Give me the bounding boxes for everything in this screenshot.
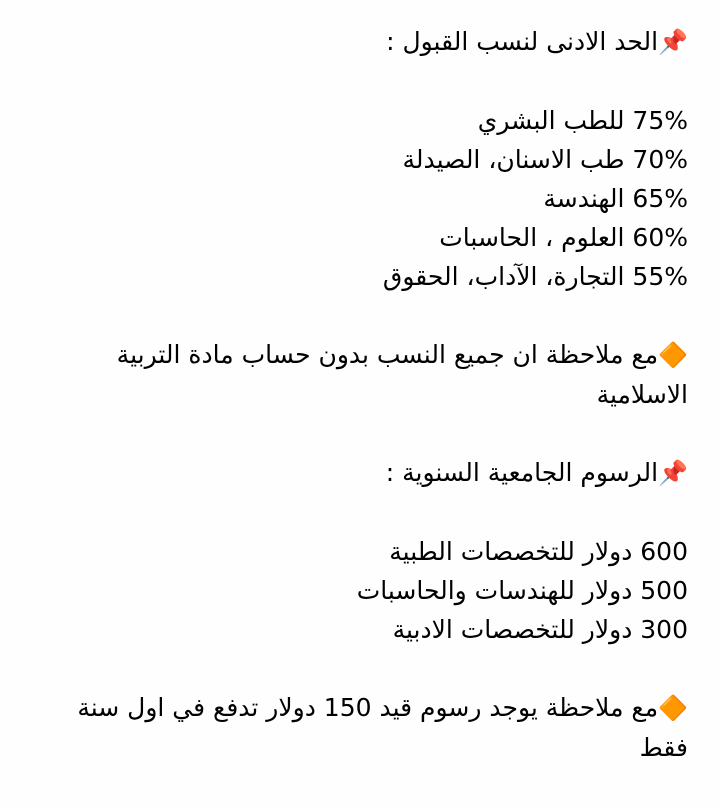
admission-item: 60% العلوم ، الحاسبات: [439, 223, 688, 252]
spacer: [28, 414, 688, 453]
spacer: [28, 62, 688, 101]
fees-list: [28, 532, 688, 649]
pushpin-icon: 📌: [658, 28, 688, 56]
spacer: [28, 296, 688, 335]
admission-list: [28, 101, 688, 296]
red-diamond-icon: 🔶: [658, 341, 688, 369]
spacer: [28, 649, 688, 688]
admission-note: [28, 335, 688, 414]
admission-title: الحد الادنى لنسب القبول :: [386, 27, 659, 56]
spacer: [28, 493, 688, 532]
fees-item: 500 دولار للهندسات والحاسبات: [356, 576, 688, 605]
fees-note: [28, 688, 688, 767]
admission-item: 75% للطب البشري: [477, 106, 688, 135]
admission-note-text: مع ملاحظة ان جميع النسب بدون حساب مادة التربية الاسلامية: [116, 340, 688, 409]
message-text: [28, 22, 688, 767]
red-diamond-icon: 🔶: [658, 694, 688, 722]
fees-item: 600 دولار للتخصصات الطبية: [389, 537, 688, 566]
admission-item: 65% الهندسة: [543, 184, 688, 213]
fees-item: 300 دولار للتخصصات الادبية: [392, 615, 688, 644]
fees-heading: [28, 453, 688, 493]
admission-heading: [28, 22, 688, 62]
admission-item: 70% طب الاسنان، الصيدلة: [402, 145, 688, 174]
pushpin-icon: 📌: [658, 459, 688, 487]
admission-item: 55% التجارة، الآداب، الحقوق: [382, 262, 688, 291]
fees-title: الرسوم الجامعية السنوية :: [385, 458, 659, 487]
fees-note-text: مع ملاحظة يوجد رسوم قيد 150 دولار تدفع في اول سنة فقط: [77, 693, 688, 762]
